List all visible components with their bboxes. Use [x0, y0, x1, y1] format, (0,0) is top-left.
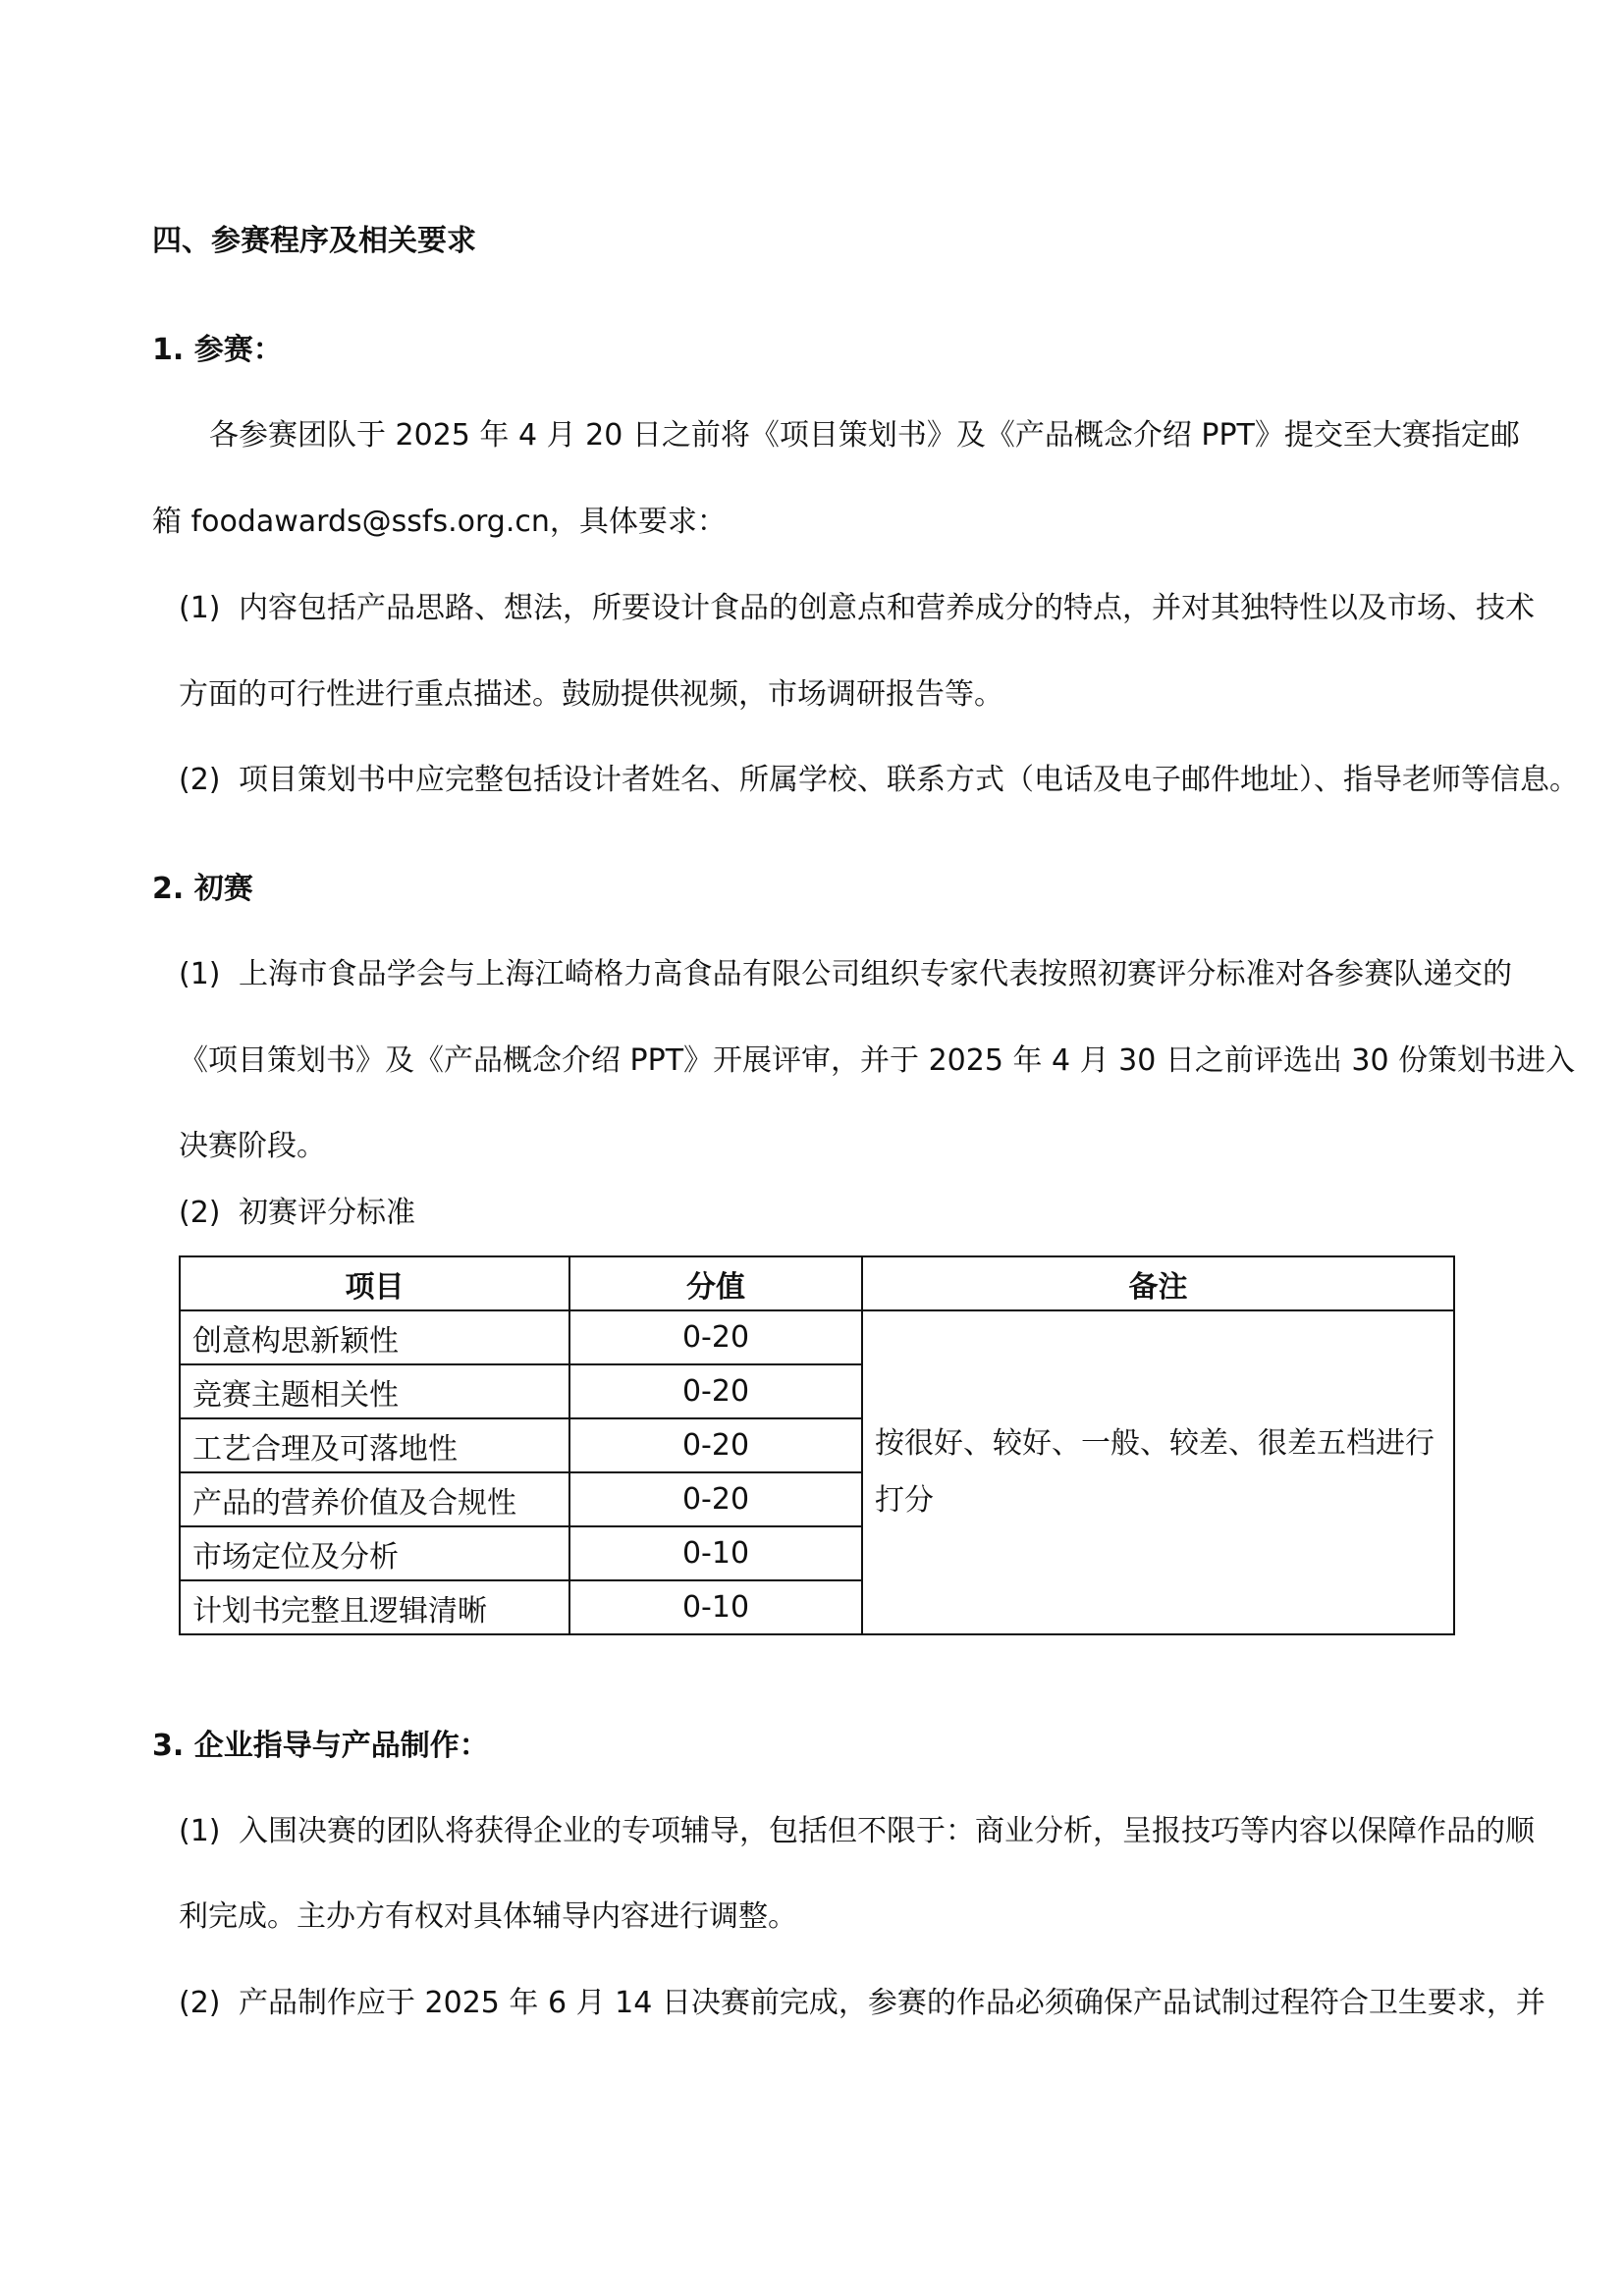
sec3-item1-line1: 入围决赛的团队将获得企业的专项辅导，包括但不限于：商业分析，呈报技巧等内容以保障作品的顺	[239, 1814, 1535, 1848]
criterion-cell: 工艺合理及可落地性	[180, 1418, 569, 1472]
sec2-item1-number: (1)	[179, 957, 221, 991]
sec1-paragraph-line2: 箱 foodawards@ssfs.org.cn，具体要求：	[152, 505, 727, 539]
sec2-item1-line2: 《项目策划书》及《产品概念介绍 PPT》开展评审，并于 2025 年 4 月 30 日之前评选出 30 份策划书进入	[179, 1043, 1576, 1078]
scoring-table	[179, 1255, 1455, 1635]
sec1-item1-line1: 内容包括产品思路、想法，所要设计食品的创意点和营养成分的特点，并对其独特性以及市场、技术	[239, 591, 1535, 625]
criterion-cell: 计划书完整且逻辑清晰	[180, 1580, 569, 1634]
score-cell: 0-20	[569, 1310, 862, 1364]
note-cell	[862, 1310, 1454, 1634]
sec2-item1-line1: 上海市食品学会与上海江崎格力高食品有限公司组织专家代表按照初赛评分标准对各参赛队递交的	[239, 957, 1512, 991]
sec1-title: 1. 参赛：	[152, 333, 283, 367]
score-cell: 0-20	[569, 1418, 862, 1472]
section-heading: 四、参赛程序及相关要求	[152, 224, 476, 258]
sec3-item1-number: (1)	[179, 1814, 221, 1848]
score-cell: 0-10	[569, 1580, 862, 1634]
score-cell: 0-20	[569, 1364, 862, 1418]
criterion-cell: 创意构思新颖性	[180, 1310, 569, 1364]
sec1-item2-number: (2)	[179, 763, 221, 797]
note-line1: 按很好、较好、一般、较差、很差五档进行	[875, 1426, 1435, 1461]
sec2-item1-line3: 决赛阶段。	[179, 1129, 326, 1163]
sec1-item2-line1: 项目策划书中应完整包括设计者姓名、所属学校、联系方式（电话及电子邮件地址）、指导老师等信息。	[239, 763, 1579, 797]
sec1-item1-number: (1)	[179, 591, 221, 625]
sec3-title: 3. 企业指导与产品制作：	[152, 1729, 489, 1763]
header-cell: 备注	[862, 1256, 1454, 1310]
table-row	[180, 1310, 1454, 1364]
criterion-cell: 产品的营养价值及合规性	[180, 1472, 569, 1526]
sec1-paragraph-line1: 各参赛团队于 2025 年 4 月 20 日之前将《项目策划书》及《产品概念介绍 PPT》提交至大赛指定邮	[209, 418, 1520, 453]
sec1-item1-line2: 方面的可行性进行重点描述。鼓励提供视频，市场调研报告等。	[179, 677, 1003, 712]
criterion-cell: 竞赛主题相关性	[180, 1364, 569, 1418]
sec2-item2-number: (2)	[179, 1196, 221, 1230]
score-cell: 0-20	[569, 1472, 862, 1526]
table-header-row	[180, 1256, 1454, 1310]
header-cell: 项目	[180, 1256, 569, 1310]
score-cell: 0-10	[569, 1526, 862, 1580]
sec3-item2-line1: 产品制作应于 2025 年 6 月 14 日决赛前完成，参赛的作品必须确保产品试制过程符合卫生要求，并	[239, 1986, 1545, 2020]
sec2-title: 2. 初赛	[152, 872, 253, 906]
header-cell: 分值	[569, 1256, 862, 1310]
sec3-item2-number: (2)	[179, 1986, 221, 2020]
sec2-item2-line1: 初赛评分标准	[239, 1196, 415, 1230]
note-line2: 打分	[875, 1483, 934, 1518]
criterion-cell: 市场定位及分析	[180, 1526, 569, 1580]
sec3-item1-line2: 利完成。主办方有权对具体辅导内容进行调整。	[179, 1899, 797, 1934]
